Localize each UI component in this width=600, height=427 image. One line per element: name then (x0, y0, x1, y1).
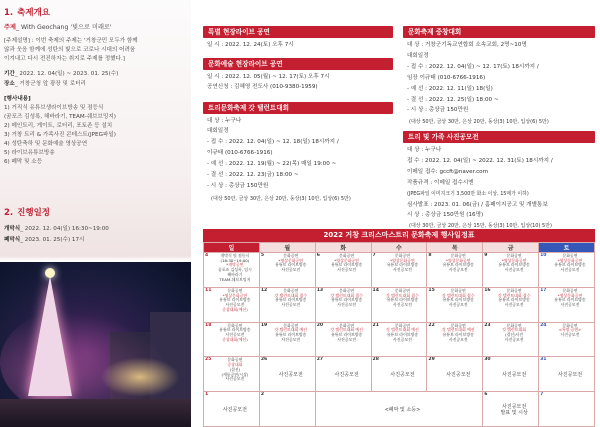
calendar-day-number: 10 (540, 253, 547, 258)
venue-label: 장소 (4, 81, 15, 87)
calendar-week-row (204, 253, 595, 288)
calendar-day-cell (315, 357, 371, 392)
calendar-event-line: 문화공연 (562, 287, 578, 293)
calendar-event-line: 유튜브 라이브방송 (275, 262, 307, 268)
calendar-event-line: 사진공모전 (337, 301, 356, 307)
calendar-event-line: 문화공연 (506, 253, 522, 258)
calendar-day-cell (427, 287, 483, 322)
calendar-day-number: 15 (428, 287, 435, 293)
closing-value: _ 2023. 01. 25(수) 17시 (20, 237, 85, 243)
calendar-day-cell (371, 287, 427, 322)
chorus-contest-row: - 결 선 : 2022. 12. 25(일) 18:00 ~ (407, 97, 499, 103)
calendar-day-cell (371, 357, 427, 392)
opening-line (4, 225, 186, 233)
calendar-event-line: 문화공연 (339, 322, 355, 328)
event-calendar (203, 229, 595, 426)
calendar-day-number: 31 (540, 357, 547, 363)
calendar-day-cell (483, 253, 539, 288)
calendar-event-line: 사진공모전 (225, 376, 245, 382)
events-heading-text: [행사내용] (4, 96, 31, 102)
calendar-day-cell (204, 357, 260, 392)
calendar-event-line: 사진공모전 (502, 403, 527, 410)
photo-contest-row: 시 상 : 총상금 150만원 (16명) (407, 212, 484, 218)
calendar-event-line: 문화공연 (339, 253, 355, 258)
talent-contest-prize-note: (대상 50만, 금상 30만, 은상 20만, 동상(3) 10만, 입상(6) 5만) (211, 196, 351, 202)
weekday-header: 목 (427, 243, 483, 253)
calendar-day-number: 4 (205, 253, 209, 258)
culture-live-bar: 문화예술 현장라이브 공연 (203, 58, 393, 70)
period-label: 기간 (4, 71, 15, 77)
calendar-event-line: 갓 탤런트대회 접수 (386, 292, 419, 298)
calendar-day-cell (539, 322, 595, 357)
event-item: 5) 라이브유튜브방송 (4, 150, 55, 156)
calendar-day-number: 30 (484, 357, 491, 363)
chorus-contest-row: - 예 선 : 2022. 12. 11(일) 18(일) (407, 86, 493, 92)
calendar-closing-cell (315, 392, 483, 427)
closing-line (4, 236, 186, 244)
calendar-event-line: 문화공연 (394, 287, 410, 293)
calendar-day-cell (539, 287, 595, 322)
calendar-event-line: 문화공연 (394, 322, 410, 328)
weekday-header: 토 (539, 243, 595, 253)
calendar-event-line: 사진공모전 (560, 301, 580, 307)
calendar-body (204, 253, 595, 427)
calendar-day-cell (539, 253, 595, 288)
calendar-day-cell (539, 357, 595, 392)
calendar-event-line: 사진공모전 (448, 301, 468, 307)
calendar-event-line: 개막식 및 점등식 (220, 253, 250, 258)
schedule-title (4, 206, 50, 218)
calendar-event-line: 갓 탤런트대회 예선 (330, 327, 363, 333)
calendar-event-line: *영상문화공연 (557, 292, 583, 298)
plaza-ground (0, 399, 191, 427)
calendar-day-number: 25 (205, 357, 212, 363)
calendar-day-cell (427, 322, 483, 357)
calendar-event-line: *영상문화공연 (501, 257, 527, 263)
calendar-event-line: 사진공모전 (222, 406, 247, 413)
calendar-day-number: 20 (316, 322, 324, 328)
theme-description-1: [주제설명] : 이번 축제의 주제는 '거창군민 모두가 함께 (4, 38, 138, 44)
calendar-event-line: 해바라기 (227, 271, 243, 277)
calendar-event-line: 사진공모전 (393, 301, 412, 307)
calendar-event-line: 사진공모전 (393, 267, 412, 273)
calendar-day-number: 13 (316, 287, 324, 293)
calendar-day-number: 6 (484, 392, 488, 398)
weekday-header: 수 (371, 243, 427, 253)
photo-contest-row: 접 수 : 2022. 12. 04(일) ~ 2022. 12. 31(토) 18시까지 / (407, 158, 553, 164)
calendar-event-line: TEAM-쉐브브밍지 (219, 276, 251, 282)
calendar-day-number: 9 (484, 253, 488, 258)
calendar-day-cell (427, 253, 483, 288)
weekday-header: 금 (483, 243, 539, 253)
calendar-day-cell (204, 322, 260, 357)
calendar-event-line: 유튜브 라이브방송 (330, 262, 363, 268)
calendar-event-line: 사진공모전 (557, 371, 583, 378)
calendar-week-row (204, 392, 595, 427)
calendar-event-line: *영상문화공연 (334, 257, 359, 263)
calendar-event-line: *영상문화공연 (222, 292, 248, 298)
calendar-event-line: 문화공연 (506, 287, 522, 293)
calendar-event-line: 사진공모전 (393, 336, 412, 342)
event-item: (꿈포즈 김성록, 해바라기, TEAM-쉐브브밍지) (4, 114, 116, 120)
calendar-event-line: 유튜브 라이브방송 (330, 297, 363, 303)
calendar-day-number: 7 (540, 392, 544, 398)
overview-panel (0, 0, 191, 427)
calendar-event-line: 갓 탤런트대회 접수 (442, 292, 475, 298)
special-live-bar: 특별 현장라이브 공연 (203, 26, 393, 38)
calendar-day-cell (259, 253, 315, 288)
venue-value: _ 거창군청 앞 광장 및 로터리 (14, 81, 86, 87)
overview-title-text: 축제개요 (17, 8, 51, 18)
calendar-event-line: 문화공연 (283, 253, 299, 258)
calendar-event-line: (결선)사진 (505, 332, 524, 337)
event-item: 4) 성탄축하 및 문화예술 영상공연 (4, 141, 88, 147)
calendar-event-line: 유튜브 라이브방송 (442, 262, 474, 268)
period-value: _ 2022. 12. 04(일) ~ 2023. 01. 25(수) (14, 71, 119, 77)
calendar-event-line: 갓 탤런트대회 접수 (330, 292, 363, 298)
calendar-event-line: 사진공모전 (448, 336, 468, 342)
calendar-day-number: 7 (372, 253, 376, 258)
calendar-event-line: 유튜브 라이브방송 (498, 262, 530, 268)
street-light-glow (100, 357, 180, 397)
calendar-week-row (204, 322, 595, 357)
calendar-title: 2022 거창 크리스마스트리 문화축제 행사일정표 (203, 229, 595, 242)
tree-shape (28, 276, 72, 396)
calendar-event-line: (캐롤공연/시상) (221, 371, 249, 377)
calendar-event-line: 갓 탤런트대회 예선 (386, 327, 419, 333)
calendar-day-number: 26 (260, 357, 268, 363)
calendar-event-line: 사진공모전 (504, 267, 524, 273)
events-heading (4, 95, 186, 103)
calendar-event-line: 유튜브 라이브방송 (498, 297, 530, 303)
calendar-day-number: 24 (540, 322, 547, 328)
calendar-event-line: 문화공연 (283, 322, 299, 328)
calendar-event-line: 사진공모전 (225, 332, 245, 337)
calendar-day-cell (483, 287, 539, 322)
calendar-event-line: 사진공모전 (560, 332, 580, 337)
calendar-event-line: <특별 공연> (558, 327, 582, 333)
photo-contest-row: 작품규격 : 이메일 접수시엔 (407, 180, 474, 186)
photo-contest-bar: 트리 및 가족 사진공모전 (403, 131, 595, 143)
calendar-event-line: 유튜브 라이브방송 (442, 297, 474, 303)
calendar-event-line: *개막공연 (226, 262, 244, 268)
calendar-day-cell (483, 322, 539, 357)
calendar-day-number: 29 (428, 357, 435, 363)
calendar-event-line: 유튜브 라이브방송 (442, 332, 474, 337)
venue-line (4, 80, 186, 88)
calendar-day-number: 14 (372, 287, 379, 293)
calendar-day-number: 2 (260, 392, 265, 398)
calendar-event-line: (결선) (229, 366, 241, 372)
calendar-grid (203, 242, 595, 427)
calendar-day-number: 19 (260, 322, 268, 328)
calendar-event-line: 갓 탤런트대회 예선 (274, 327, 308, 333)
chorus-contest-row: 대회일정 (407, 53, 429, 59)
calendar-day-number: 5 (260, 253, 265, 258)
culture-live-row: 일 시 : 2022. 12. 05(월) ~ 12. 17(토) 오후 7시 (207, 74, 330, 80)
calendar-event-line: 사진공모전 (337, 336, 356, 342)
calendar-event-line: 중창대회 (227, 362, 243, 368)
calendar-event-line: 발표 및 시상 (500, 409, 528, 416)
calendar-event-line: *영상문화공연 (278, 257, 304, 263)
photo-contest-row: 이메일 접수: gccft@naver.com (407, 169, 489, 175)
calendar-event-line: 사진공모전 (446, 371, 471, 378)
chorus-contest-row: - 시 상 : 총상금 150만원 (407, 107, 469, 113)
calendar-event-line: 사진공모전 (448, 267, 468, 273)
theme-description-2: 않과 웃음 함께에 성탄의 빛으로 코로나 시대의 어려움 (4, 47, 136, 53)
closing-ceremony-label: <폐막 및 소등> (384, 406, 421, 413)
calendar-day-cell (204, 253, 260, 288)
calendar-day-cell (259, 357, 315, 392)
calendar-event-line: 문화공연 (450, 253, 466, 258)
calendar-event-line: 문화공연 (339, 287, 355, 293)
theme-line (4, 24, 186, 32)
calendar-event-line: 사진공모전 (225, 301, 245, 307)
calendar-day-cell (259, 287, 315, 322)
culture-live-row: 공연신청 : 김혜영 전도사 (010-9380-1959) (207, 84, 318, 90)
calendar-event-line: 문화공연 (283, 287, 299, 293)
calendar-day-number: 12 (260, 287, 268, 293)
calendar-event-line: 사진공모전 (281, 336, 301, 342)
calendar-day-cell (315, 253, 371, 288)
calendar-day-cell (539, 392, 595, 427)
calendar-event-line: 갓 탤런트대회 예선 (442, 327, 475, 333)
calendar-week-row (204, 287, 595, 322)
weekday-header: 일 (204, 243, 260, 253)
calendar-event-line: 사진공모전 (504, 336, 524, 342)
weekday-header-row (204, 243, 595, 253)
calendar-event-line: 중창대회(예선) (222, 336, 248, 342)
theme-label: 주제 (4, 24, 16, 31)
talent-contest-row: - 예 선 : 2022. 12. 19(월) ~ 22(목) 매일 19:00 ~ (207, 161, 337, 167)
talent-contest-row: - 결 선 : 2022. 12. 23(금) 18:00 ~ (207, 172, 299, 178)
calendar-event-line: 유튜브 라이브방송 (219, 327, 251, 333)
event-item: 1) 거직식 유튜브생라이브방송 및 점등식 (4, 105, 104, 111)
calendar-week-row (204, 357, 595, 392)
calendar-event-line: 문화공연 (227, 287, 243, 293)
calendar-day-number: 6 (316, 253, 320, 258)
talent-contest-row: 대 상 : 누구나 (207, 118, 242, 124)
calendar-event-line: 사진공모전 (281, 301, 301, 307)
schedule-title-number: 2. (4, 208, 14, 218)
calendar-event-line: (16:30~19:00) (220, 257, 250, 263)
calendar-event-line: 문화공연 (506, 322, 522, 328)
calendar-day-cell (371, 322, 427, 357)
calendar-event-line: 유튜브 라이브방송 (386, 332, 419, 337)
calendar-event-line: 갓 탤런트대회 접수 (274, 292, 308, 298)
calendar-day-cell (259, 322, 315, 357)
calendar-event-line: 사진공모전 (334, 371, 359, 378)
photo-contest-row: 심사발표 : 2023. 01. 06(금) / 홈페이지공고 및 개별통보 (407, 202, 548, 208)
calendar-day-cell (371, 253, 427, 288)
calendar-event-line: 문화공연 (394, 253, 410, 258)
calendar-event-line: 사진공모전 (504, 301, 524, 307)
theme-description-3: 이겨내고 다시 전진하자는 취지로 주제를 정했다.] (4, 56, 125, 62)
calendar-event-line: 사진공모전 (278, 371, 303, 378)
calendar-event-line: 문화공연 (450, 322, 466, 328)
calendar-event-line: 유튜브 라이브방송 (275, 297, 307, 303)
calendar-day-number: 1 (205, 392, 209, 398)
christmas-tree-photo (0, 262, 191, 427)
calendar-event-line: 사진공모전 (560, 267, 580, 273)
calendar-day-number: 18 (205, 322, 212, 328)
calendar-day-cell (315, 322, 371, 357)
calendar-event-line: 중창대회(예선) (222, 306, 248, 312)
calendar-day-number: 27 (316, 357, 324, 363)
calendar-event-line: 문화공연 (227, 357, 243, 363)
calendar-event-line: 유튜브 라이브방송 (386, 262, 419, 268)
calendar-event-line: 유튜브 라이브방송 (554, 297, 586, 303)
talent-contest-row: 대회일정 (207, 128, 229, 134)
calendar-event-line: 문화공연 (562, 253, 578, 258)
calendar-event-line: 사진공모전 (337, 267, 356, 273)
photo-contest-row: 대 상 : 누구나 (407, 147, 442, 153)
calendar-day-number: 17 (540, 287, 547, 293)
photo-contest-row: (JPEG파일 이미지크기 3,500만 화소 이상, 15매가 이하) (407, 191, 529, 197)
calendar-event-line: 문화공연 (562, 322, 578, 328)
calendar-day-cell (204, 392, 260, 427)
period-line (4, 70, 186, 78)
tree-star-icon (45, 268, 55, 278)
theme-value: _ With Geochang '빛으로 미래로' (15, 24, 112, 31)
calendar-event-line: 유튜브 라이브방송 (386, 297, 419, 303)
calendar-day-number: 8 (428, 253, 432, 258)
calendar-event-line: 갓 탤런트대회 접수 (497, 292, 531, 298)
calendar-event-line: *영상문화공연 (390, 257, 415, 263)
weekday-header: 월 (259, 243, 315, 253)
talent-contest-row: - 시 상 : 총상금 150만원 (207, 183, 269, 189)
calendar-event-line: 사진공모전 (281, 267, 301, 273)
calendar-event-line: *영상문화공연 (557, 257, 583, 263)
closing-label: 폐막식 (4, 237, 21, 243)
overview-title-number: 1. (4, 8, 14, 18)
chorus-contest-row: 임장 이규태 (010-6766-1916) (407, 75, 486, 81)
event-item: 2) 메인트리, 게이트, 로터리, 포토존 등 설치 (4, 123, 113, 129)
calendar-day-number: 11 (205, 287, 212, 293)
talent-contest-bar: 트리문화축제 갓 탤런트대회 (203, 102, 393, 114)
special-live-row: 일 시 : 2022. 12. 24(토) 오후 7시 (207, 42, 294, 48)
chorus-contest-prize-note: (대상 50만, 금상 30만, 은상 20만, 동상(3) 10만, 입상(6) 5만) (409, 119, 549, 125)
event-item: 3) 거창 트리 & 가족사진 콘테스트(JPEG파일) (4, 132, 116, 138)
calendar-event-line: 유튜브 라이브방송 (275, 332, 307, 337)
calendar-day-cell (483, 357, 539, 392)
talent-contest-row: 이규태 (010-6766-1916) (207, 150, 273, 156)
calendar-event-line: 문화공연 (450, 287, 466, 293)
calendar-event-line: 유튜브 라이브방송 (219, 297, 251, 303)
calendar-event-line: 사진공모전 (390, 371, 415, 378)
calendar-day-cell (259, 392, 315, 427)
calendar-day-number: 21 (372, 322, 379, 328)
calendar-event-line: 꿈포즈 김성록, 임시 (218, 267, 252, 273)
calendar-day-number: 28 (372, 357, 379, 363)
calendar-event-line: 문화공연 (227, 322, 243, 328)
calendar-event-line: 사진공모전 (502, 371, 527, 378)
calendar-event-line: 유튜브 라이브방송 (330, 332, 363, 337)
chorus-contest-row: 대 상 : 거창군기독교연합회 소속교회, 2명~10명 (407, 42, 527, 48)
schedule-title-text: 진행일정 (17, 208, 51, 218)
photo-contest-prize-note: (대상 30만, 금상 20만, 은상 15만, 동상(3) 10만, 입상(10) 5만) (409, 223, 552, 229)
chorus-contest-row: - 접 수 : 2022. 12. 04(일) ~ 12. 17(토) 18시까지 / (407, 64, 539, 70)
calendar-day-number: 16 (484, 287, 491, 293)
weekday-header: 화 (315, 243, 371, 253)
calendar-day-cell (204, 287, 260, 322)
calendar-day-number: 22 (428, 322, 435, 328)
chorus-contest-bar: 문화축제 중창대회 (403, 26, 595, 38)
opening-value: _ 2022. 12. 04(일) 16:30~19:00 (20, 226, 109, 232)
calendar-day-cell (315, 287, 371, 322)
calendar-day-cell (483, 392, 539, 427)
calendar-day-number: 23 (484, 322, 491, 328)
calendar-event-line: *영상문화공연 (446, 257, 471, 263)
calendar-event-line: 갓 탤런트대회 (502, 327, 527, 333)
talent-contest-row: - 접 수 : 2022. 12. 04(일) ~ 12. 18(일) 18시까지 / (207, 139, 339, 145)
event-item: 6) 폐막 및 소등 (4, 159, 43, 165)
overview-title (4, 6, 50, 18)
opening-label: 개막식 (4, 226, 21, 232)
calendar-day-cell (427, 357, 483, 392)
calendar-event-line: 유튜브 라이브방송 (554, 262, 586, 268)
